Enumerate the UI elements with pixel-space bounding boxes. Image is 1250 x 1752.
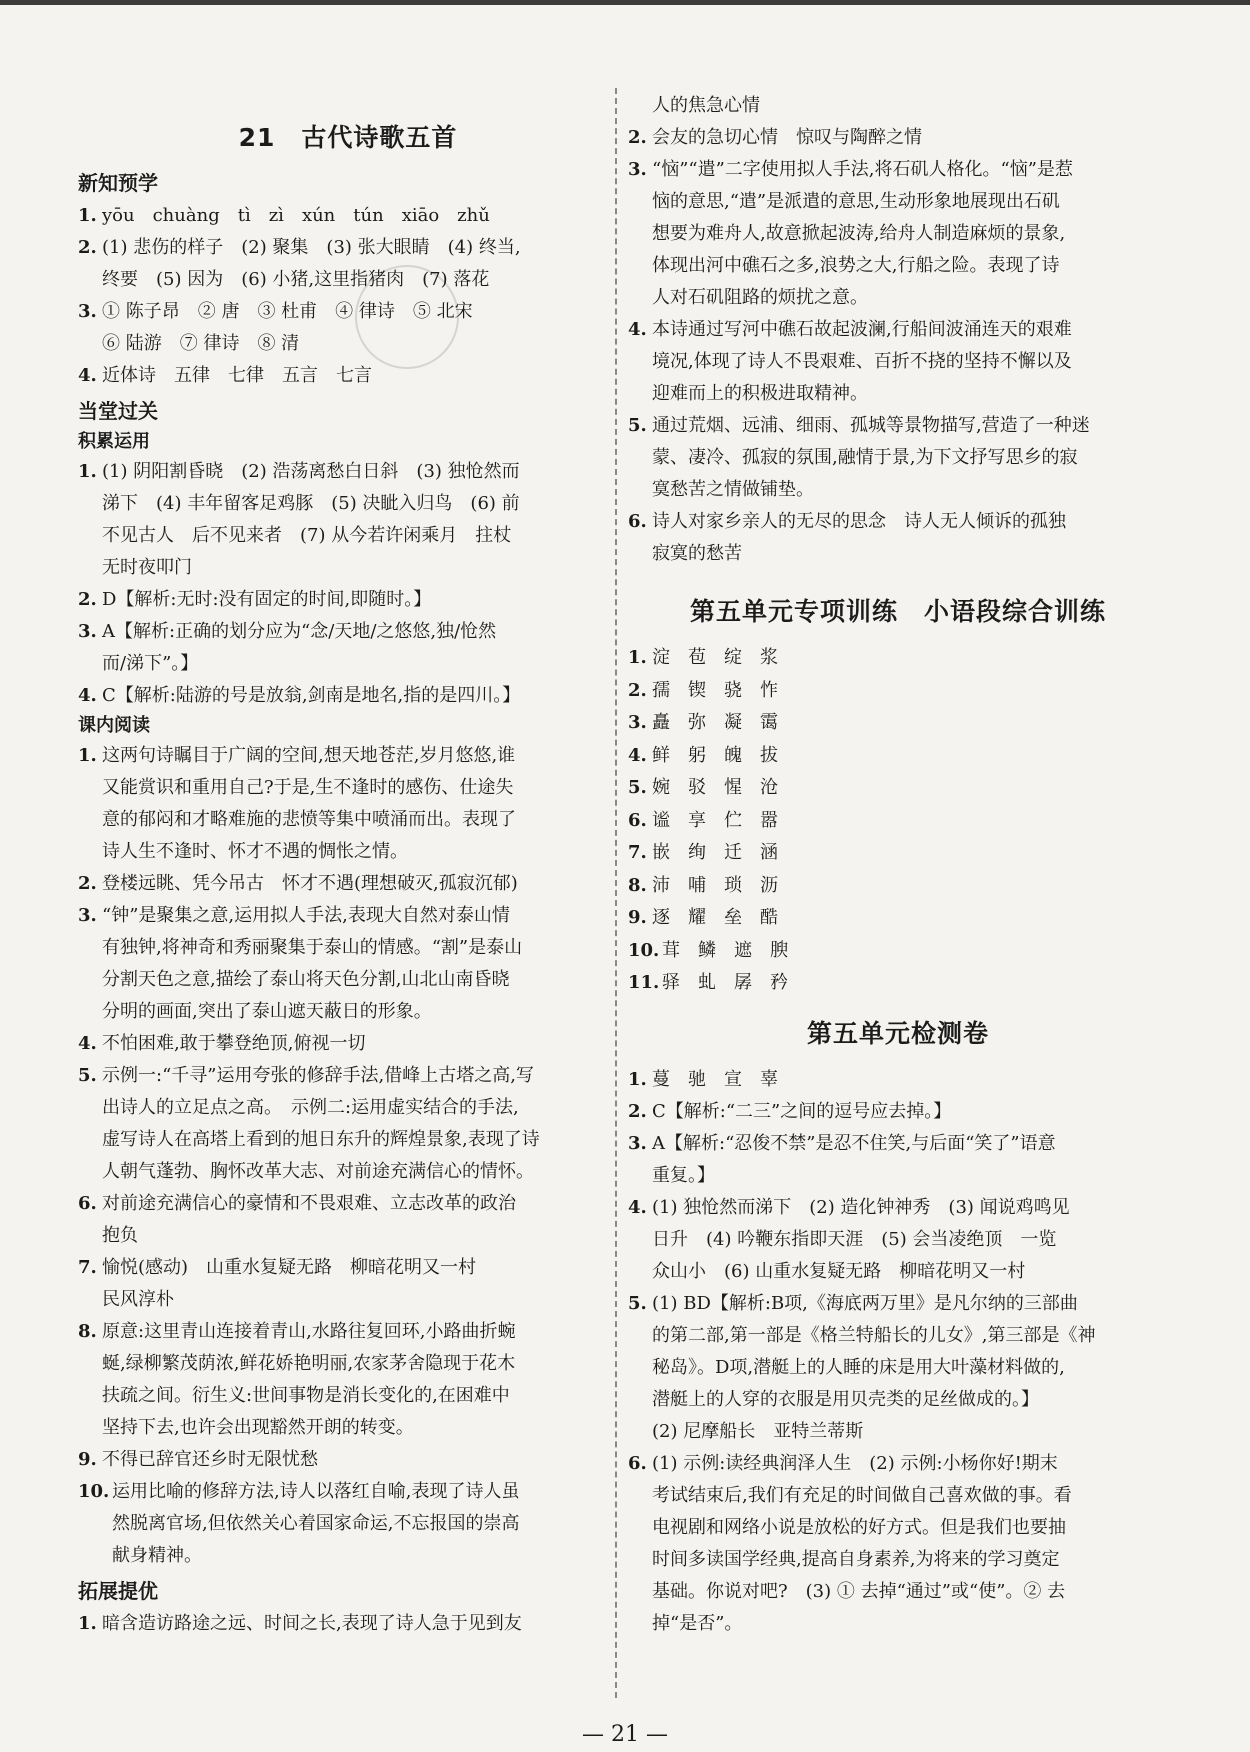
item-text: 暗含造访路途之远、时间之长,表现了诗人急于见到友 bbox=[102, 1613, 522, 1634]
item-text: “恼”“遣”二字使用拟人手法,将石矶人格化。“恼”是惹 恼的意思,“遣”是派遣的意思,生动形象地展现出石矶 想要为难舟人,故意掀起波涛,给舟人制造麻烦的景象, 体现出河中礁石之多,浪势之大,行船之险。表现了诗 人对石矶阻路的烦扰之意。 bbox=[652, 159, 1073, 308]
item-text: 诗人对家乡亲人的无尽的思念 诗人无人倾诉的孤独 寂寞的愁苦 bbox=[652, 511, 1066, 564]
left-column bbox=[78, 88, 618, 1640]
item-text: 嵌 绚 迁 涵 bbox=[652, 842, 778, 863]
item-number: 5. bbox=[628, 1292, 647, 1314]
item-text: 沛 哺 琐 沥 bbox=[652, 874, 778, 896]
list-item bbox=[628, 122, 1168, 154]
item-text: 近体诗 五律 七律 五言 七言 bbox=[102, 365, 372, 386]
item-number: 3. bbox=[78, 905, 97, 926]
list-item bbox=[78, 1444, 618, 1476]
item-text: 茸 鳞 遮 腴 bbox=[662, 939, 788, 961]
kenei-list bbox=[78, 740, 618, 1572]
list-item bbox=[78, 1188, 618, 1252]
list-item bbox=[78, 200, 618, 232]
item-number: 3. bbox=[628, 159, 647, 180]
unit-test-title: 第五单元检测卷 bbox=[806, 1018, 989, 1048]
item-text: “钟”是聚集之意,运用拟人手法,表现大自然对泰山情 有独钟,将神奇和秀丽聚集于泰山的情感。“割”是泰山 分割天色之意,描绘了泰山将天色分割,山北山南昏晓 分明的画面,突出了泰山遮天蔽日的形象。 bbox=[102, 905, 523, 1022]
item-number: 5. bbox=[78, 1065, 97, 1086]
item-number: 2. bbox=[628, 127, 647, 148]
list-item bbox=[628, 1192, 1168, 1288]
item-text: 婉 驳 惺 沧 bbox=[652, 777, 778, 798]
item-number: 4. bbox=[78, 365, 97, 386]
item-text: 逐 耀 垒 酷 bbox=[652, 907, 778, 928]
item-text: D【解析:无时:没有固定的时间,即随时。】 bbox=[102, 589, 432, 610]
list-item bbox=[78, 1060, 618, 1188]
item-text: 登楼远眺、凭今吊古 怀才不遇(理想破灭,孤寂沉郁) bbox=[102, 873, 518, 894]
item-text: 这两句诗瞩目于广阔的空间,想天地苍茫,岁月悠悠,谁 又能赏识和重用自己?于是,生不逢时的感伤、仕途失 意的郁闷和才略难施的悲愤等集中喷涌而出。表现了 诗人生不逢时、怀才不遇的惆怅之情。 bbox=[102, 745, 516, 862]
list-item bbox=[78, 900, 618, 1028]
list-item bbox=[628, 675, 1168, 708]
list-item bbox=[628, 154, 1168, 314]
list-item bbox=[628, 1448, 1168, 1640]
item-number: 1. bbox=[78, 745, 97, 766]
item-number: 3. bbox=[628, 712, 647, 733]
item-number: 3. bbox=[78, 301, 97, 322]
list-item bbox=[78, 740, 618, 868]
list-item bbox=[78, 584, 618, 616]
list-item bbox=[78, 1476, 618, 1572]
list-item bbox=[78, 360, 618, 392]
item-number: 4. bbox=[78, 685, 97, 706]
subsection-jilei: 积累运用 bbox=[78, 431, 150, 452]
list-item bbox=[628, 870, 1168, 903]
right-column bbox=[628, 90, 1168, 1640]
item-text: (1) BD【解析:B项,《海底两万里》是凡尔纳的三部曲 的第二部,第一部是《格兰特船长的儿女》,第三部是《神 秘岛》。D项,潜艇上的人睡的床是用大叶藻材料做的, 潜艇上的人穿的衣服是用贝壳类的足丝做成的。】 (2) 尼摩船长 亚特兰蒂斯 bbox=[652, 1292, 1096, 1442]
item-text: 不得已辞官还乡时无限忧愁 bbox=[102, 1449, 318, 1470]
item-number: 8. bbox=[628, 874, 647, 896]
item-number: 7. bbox=[628, 842, 647, 863]
item-number: 3. bbox=[628, 1132, 647, 1154]
item-text: 蔓 驰 宣 辜 bbox=[652, 1068, 778, 1090]
item-text: 淀 苞 绽 浆 bbox=[652, 647, 778, 668]
item-number: 4. bbox=[628, 319, 647, 340]
item-number: 7. bbox=[78, 1257, 97, 1278]
item-number: 4. bbox=[628, 744, 647, 766]
item-number: 2. bbox=[78, 873, 97, 894]
item-text: 本诗通过写河中礁石故起波澜,行船间波涌连天的艰难 境况,体现了诗人不畏艰难、百折不挠的坚持不懈以及 迎难而上的积极进取精神。 bbox=[652, 319, 1072, 404]
item-number: 4. bbox=[78, 1033, 97, 1054]
subsection-kenei: 课内阅读 bbox=[78, 715, 150, 736]
item-text: 示例一:“千寻”运用夸张的修辞手法,借峰上古塔之高,写 出诗人的立足点之高。 示例二:运用虚实结合的手法, 虚写诗人在高塔上看到的旭日东升的辉煌景象,表现了诗 人朝气蓬勃、胸怀改革大志、对前途充满信心的情怀。 bbox=[102, 1065, 540, 1182]
item-text: 对前途充满信心的豪情和不畏艰难、立志改革的政治 抱负 bbox=[102, 1193, 516, 1246]
list-item bbox=[628, 410, 1168, 506]
item-number: 2. bbox=[78, 237, 97, 258]
item-number: 9. bbox=[78, 1449, 97, 1470]
answer-list-c bbox=[628, 1064, 1168, 1640]
item-text: 孺 锲 骁 怍 bbox=[652, 679, 778, 701]
list-item bbox=[78, 1028, 618, 1060]
item-text: (1) 独怆然而涕下 (2) 造化钟神秀 (3) 闻说鸡鸣见 日升 (4) 吟鞭东指即天涯 (5) 会当凌绝顶 一览 众山小 (6) 山重水复疑无路 柳暗花明又一村 bbox=[652, 1196, 1070, 1282]
top-border bbox=[0, 0, 1250, 5]
item-text: (1) 阴阳割昏晓 (2) 浩荡离愁白日斜 (3) 独怆然而 涕下 (4) 丰年留客足鸡豚 (5) 决眦入归鸟 (6) 前 不见古人 后不见来者 (7) 从今若许闲乘月 拄杖 无时夜叩门 bbox=[102, 461, 520, 578]
list-item bbox=[628, 902, 1168, 935]
item-text: C【解析:陆游的号是放翁,剑南是地名,指的是四川。】 bbox=[102, 685, 521, 706]
item-text: (1) 悲伤的样子 (2) 聚集 (3) 张大眼睛 (4) 终当, 终要 (5) 因为 (6) 小猪,这里指猪肉 (7) 落花 bbox=[102, 237, 521, 290]
item-number: 9. bbox=[628, 907, 647, 928]
item-text: 原意:这里青山连接着青山,水路往复回环,小路曲折蜿 蜒,绿柳繁茂荫浓,鲜花娇艳明丽,农家茅舍隐现于花木 扶疏之间。衍生义:世间事物是消长变化的,在困难中 坚持下去,也许会出现豁然开朗的转变。 bbox=[102, 1321, 516, 1438]
item-number: 6. bbox=[78, 1193, 97, 1214]
item-number: 1. bbox=[78, 461, 97, 482]
section-tuozhan: 拓展提优 bbox=[78, 1579, 158, 1603]
unit-training-title: 第五单元专项训练 小语段综合训练 bbox=[689, 597, 1106, 626]
item-number: 1. bbox=[78, 205, 97, 226]
item-text: 运用比喻的修辞方法,诗人以落红自喻,表现了诗人虽 然脱离官场,但依然关心着国家命运,不忘报国的崇高 献身精神。 bbox=[112, 1481, 520, 1566]
list-item bbox=[628, 740, 1168, 773]
answer-list-b bbox=[628, 642, 1168, 1000]
item-text: 矗 弥 凝 霭 bbox=[652, 712, 778, 733]
list-item bbox=[628, 837, 1168, 870]
item-number: 4. bbox=[628, 1196, 647, 1218]
list-item bbox=[628, 314, 1168, 410]
item-number: 6. bbox=[628, 511, 647, 532]
list-item bbox=[628, 1064, 1168, 1096]
item-text: 谧 享 伫 嚣 bbox=[652, 809, 778, 831]
list-item bbox=[78, 680, 618, 712]
list-item bbox=[628, 1288, 1168, 1448]
item-number: 8. bbox=[78, 1321, 97, 1342]
list-item bbox=[78, 1316, 618, 1444]
list-item bbox=[78, 232, 618, 296]
item-text: A【解析:“忍俊不禁”是忍不住笑,与后面“笑了”语意 重复。】 bbox=[652, 1132, 1056, 1186]
section-dangtang: 当堂过关 bbox=[78, 399, 158, 423]
item-number: 2. bbox=[628, 1100, 647, 1122]
item-number: 11. bbox=[628, 972, 660, 993]
item-number: 5. bbox=[628, 415, 647, 436]
list-item bbox=[628, 805, 1168, 838]
list-item bbox=[78, 456, 618, 584]
item-text: 驿 虬 孱 矜 bbox=[662, 972, 788, 993]
item-number: 3. bbox=[78, 621, 97, 642]
item-text: 愉悦(感动) 山重水复疑无路 柳暗花明又一村 民风淳朴 bbox=[102, 1257, 477, 1310]
item-text: 不怕困难,敢于攀登绝顶,俯视一切 bbox=[102, 1033, 366, 1054]
list-item bbox=[628, 506, 1168, 570]
item-number: 1. bbox=[628, 647, 647, 668]
list-item bbox=[628, 707, 1168, 740]
item-text: 通过荒烟、远浦、细雨、孤城等景物描写,营造了一种迷 蒙、凄冷、孤寂的氛围,融情于景,为下文抒写思乡的寂 寞愁苦之情做铺垫。 bbox=[652, 415, 1090, 500]
list-item bbox=[628, 935, 1168, 968]
list-item bbox=[78, 296, 618, 360]
item-text: A【解析:正确的划分应为“念/天地/之悠悠,独/怆然 而/涕下”。】 bbox=[102, 621, 497, 674]
list-item bbox=[628, 772, 1168, 805]
continued-line: 人的焦急心情 bbox=[652, 95, 760, 116]
item-text: yōu chuàng tì zì xún tún xiāo zhǔ bbox=[102, 205, 490, 226]
item-number: 2. bbox=[78, 589, 97, 610]
item-text: C【解析:“二三”之间的逗号应去掉。】 bbox=[652, 1100, 952, 1122]
list-item bbox=[628, 1128, 1168, 1192]
lesson-title: 21 古代诗歌五首 bbox=[238, 123, 458, 152]
list-item bbox=[628, 642, 1168, 675]
section-xinzhi: 新知预学 bbox=[78, 171, 158, 195]
tuozhan-list bbox=[78, 1608, 618, 1640]
item-text: 会友的急切心情 惊叹与陶醉之情 bbox=[652, 127, 922, 148]
item-text: (1) 示例:读经典润泽人生 (2) 示例:小杨你好!期末 考试结束后,我们有充足的时间做自己喜欢做的事。看 电视剧和网络小说是放松的好方式。但是我们也要抽 时间多读国学经典,提高自身素养,为将来的学习奠定 基础。你说对吧? (3) ① 去掉“通过”或“使”。② 去 掉“是否”。 bbox=[652, 1452, 1072, 1634]
item-text: ① 陈子昂 ② 唐 ③ 杜甫 ④ 律诗 ⑤ 北宋 ⑥ 陆游 ⑦ 律诗 ⑧ 清 bbox=[102, 301, 473, 354]
list-item bbox=[628, 967, 1168, 1000]
xinzhi-list bbox=[78, 200, 618, 392]
page-number: — 21 — bbox=[582, 1722, 668, 1747]
item-number: 10. bbox=[628, 939, 660, 961]
item-text: 鲜 躬 魄 拔 bbox=[652, 744, 778, 766]
answer-list-a bbox=[628, 122, 1168, 570]
jilei-list bbox=[78, 456, 618, 712]
item-number: 2. bbox=[628, 679, 647, 701]
list-item bbox=[78, 1252, 618, 1316]
item-number: 10. bbox=[78, 1481, 110, 1502]
item-number: 6. bbox=[628, 1452, 647, 1474]
list-item bbox=[78, 1608, 618, 1640]
item-number: 5. bbox=[628, 777, 647, 798]
list-item bbox=[78, 616, 618, 680]
item-number: 6. bbox=[628, 809, 647, 831]
item-number: 1. bbox=[628, 1068, 647, 1090]
list-item bbox=[628, 1096, 1168, 1128]
item-number: 1. bbox=[78, 1613, 97, 1634]
list-item bbox=[78, 868, 618, 900]
